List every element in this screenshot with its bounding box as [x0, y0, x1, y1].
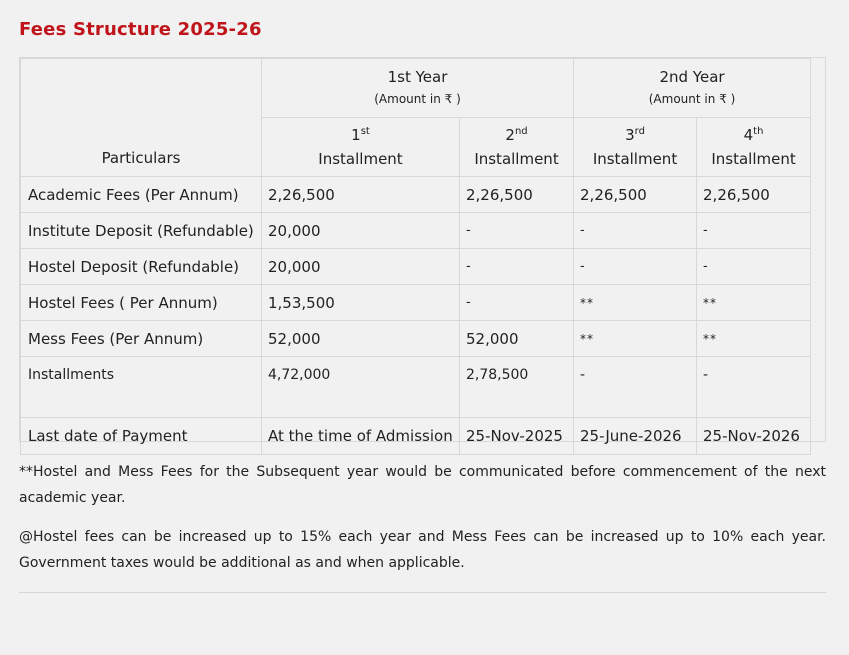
installment-header-3	[574, 118, 697, 177]
table-cell: 20,000	[262, 249, 460, 285]
row-label: Last date of Payment	[21, 418, 262, 455]
amount-note: (Amount in ₹ )	[374, 92, 461, 106]
table-cell: **	[574, 321, 697, 357]
footnotes	[19, 459, 826, 589]
table-cell: At the time of Admission	[262, 418, 460, 455]
table-cell: 2,26,500	[460, 177, 574, 213]
year-header-1	[262, 59, 574, 118]
installment-label: Installment	[318, 150, 403, 168]
table-cell: 25-Nov-2025	[460, 418, 574, 455]
installment-label: Installment	[474, 150, 559, 168]
table-row-hostel-fees	[21, 285, 811, 321]
year-name: 1st Year	[387, 68, 448, 86]
table-row-institute-deposit	[21, 213, 811, 249]
table-cell: 25-Nov-2026	[697, 418, 811, 455]
installment-ordinal: 2nd	[505, 126, 528, 144]
table-cell: 4,72,000	[262, 357, 460, 418]
table-cell: -	[460, 213, 574, 249]
row-label: Hostel Deposit (Refundable)	[21, 249, 262, 285]
installment-ordinal: 4th	[743, 126, 764, 144]
table-cell: 2,78,500	[460, 357, 574, 418]
year-header-2	[574, 59, 811, 118]
table-cell: 52,000	[262, 321, 460, 357]
table-cell: 2,26,500	[574, 177, 697, 213]
installment-ordinal: 3rd	[625, 126, 645, 144]
table-cell: -	[460, 285, 574, 321]
table-cell: -	[697, 213, 811, 249]
note-fee-increase: @Hostel fees can be increased up to 15% each year and Mess Fees can be increased up to 10% each year. Government taxes would be additional as and when applicable.	[19, 529, 826, 571]
table-row-mess-fees	[21, 321, 811, 357]
table-cell: -	[697, 249, 811, 285]
page-title: Fees Structure 2025-26	[19, 19, 262, 40]
row-label: Institute Deposit (Refundable)	[21, 213, 262, 249]
installment-header-2	[460, 118, 574, 177]
table-cell: **	[697, 285, 811, 321]
table-cell: -	[460, 249, 574, 285]
table-cell: -	[574, 213, 697, 249]
installment-header-1	[262, 118, 460, 177]
table-row-academic-fees	[21, 177, 811, 213]
table-cell: **	[697, 321, 811, 357]
note-hostel-mess: **Hostel and Mess Fees for the Subsequent year would be communicated before commencement of the next academic year.	[19, 464, 826, 506]
row-label: Installments	[21, 357, 262, 418]
table-cell: 52,000	[460, 321, 574, 357]
installment-ordinal: 1st	[351, 126, 370, 144]
fees-table-container	[19, 57, 826, 445]
table-cell: -	[574, 249, 697, 285]
fees-table	[20, 58, 811, 455]
table-cell: 2,26,500	[262, 177, 460, 213]
row-label: Mess Fees (Per Annum)	[21, 321, 262, 357]
year-name: 2nd Year	[659, 68, 725, 86]
amount-note: (Amount in ₹ )	[648, 92, 736, 106]
table-cell: 25-June-2026	[574, 418, 697, 455]
divider	[19, 592, 826, 593]
row-label: Academic Fees (Per Annum)	[21, 177, 262, 213]
installment-label: Installment	[711, 150, 796, 168]
particulars-header: Particulars	[21, 59, 262, 177]
table-row-installments	[21, 357, 811, 418]
table-row-hostel-deposit	[21, 249, 811, 285]
table-cell: 1,53,500	[262, 285, 460, 321]
table-cell: **	[574, 285, 697, 321]
table-cell: -	[574, 357, 697, 418]
installment-header-4	[697, 118, 811, 177]
table-cell: 20,000	[262, 213, 460, 249]
table-cell: 2,26,500	[697, 177, 811, 213]
row-label: Hostel Fees ( Per Annum)	[21, 285, 262, 321]
table-cell: -	[697, 357, 811, 418]
table-row-last-date	[21, 418, 811, 455]
installment-label: Installment	[592, 150, 678, 168]
